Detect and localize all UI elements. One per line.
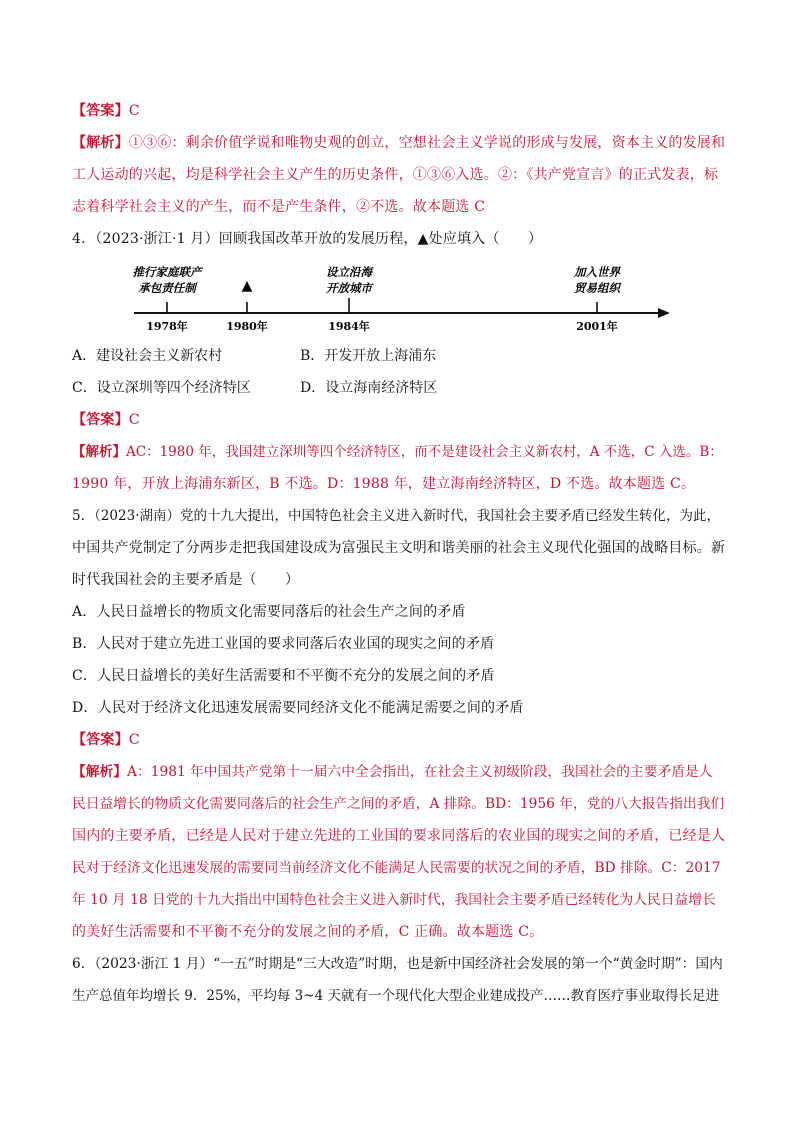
q6-stem-line-2: 生产总值年均增长 9．25%，平均每 3~4 天就有一个现代化大型企业建成投产……教育医疗事业取得长足进 xyxy=(72,988,719,1004)
q5-analysis-line-2: 民日益增长的物质文化需要同落后的社会生产之间的矛盾，A 排除。BD：1956 年，党的八大报告指出我们 xyxy=(72,796,725,812)
q5-stem-line-1: 5．（2023·湖南）党的十九大提出，中国特色社会主义进入新时代，我国社会主要矛盾已经发生转化，为此， xyxy=(72,508,720,524)
year-1978: 1978年 xyxy=(146,320,188,333)
event-1984-top: 设立沿海 xyxy=(326,265,372,279)
q4-analysis-line-1: 【解析】AC：1980 年，我国建立深圳等四个经济特区，而不是建设社会主义新农村，A 不选，C 入选。B： xyxy=(72,444,723,460)
q5-option-d: D．人民对于经济文化迅速发展需要同经济文化不能满足需要之间的矛盾 xyxy=(72,700,524,716)
q4-timeline xyxy=(124,258,684,338)
q4-option-b: B．开发开放上海浦东 xyxy=(300,348,437,364)
q4-option-c: C．设立深圳等四个经济特区 xyxy=(72,380,251,396)
q4-analysis-line-2: 1990 年，开放上海浦东新区，B 不选。D：1988 年，建立海南经济特区，D 不选。故本题选 C。 xyxy=(72,476,696,492)
q5-analysis-line-4: 民对于经济文化迅速发展的需要同当前经济文化不能满足人民需要的状况之间的矛盾，BD 排除。C：2017 xyxy=(72,860,721,876)
q5-stem-line-2: 中国共产党制定了分两步走把我国建设成为富强民主文明和谐美丽的社会主义现代化强国的战略目标。新 xyxy=(72,540,726,556)
event-2001-bottom: 贸易组织 xyxy=(574,281,620,295)
q5-analysis-line-3: 国内的主要矛盾，已经是人民对于建立先进的工业国的要求同落后的农业国的现实之间的矛盾，已经是人 xyxy=(72,828,726,844)
q3-analysis-line-1: 【解析】①③⑥：剩余价值学说和唯物史观的创立，空想社会主义学说的形成与发展，资本主义的发展和 xyxy=(72,135,726,151)
q4-stem: 4．（2023·浙江·1 月）回顾我国改革开放的发展历程，▲处应填入（ ） xyxy=(72,231,543,247)
q5-answer: 【答案】C xyxy=(72,732,140,748)
q3-analysis-line-2: 工人运动的兴起，均是科学社会主义产生的历史条件，①③⑥入选。②：《共产党宣言》的正式发表，标 xyxy=(72,167,719,183)
q4-option-d: D．设立海南经济特区 xyxy=(300,380,438,396)
q5-option-b: B．人民对于建立先进工业国的要求同落后农业国的现实之间的矛盾 xyxy=(72,636,495,652)
q3-answer: 【答案】C xyxy=(72,103,140,119)
year-2001: 2001年 xyxy=(576,320,618,333)
q5-analysis-line-6: 的美好生活需要和不平衡不充分的发展之间的矛盾，C 正确。故本题选 C。 xyxy=(72,924,544,940)
year-1980: 1980年 xyxy=(226,320,268,333)
year-1984: 1984年 xyxy=(328,320,370,333)
event-1980-marker: ▲ xyxy=(241,278,253,294)
event-1978-top: 推行家庭联产 xyxy=(132,265,202,279)
q6-stem-line-1: 6．（2023·浙江 1 月）“一五”时期是“三大改造”时期，也是新中国经济社会发展的第一个“黄金时期”：国内 xyxy=(72,956,723,972)
event-1984-bottom: 开放城市 xyxy=(326,281,372,295)
q5-option-a: A．人民日益增长的物质文化需要同落后的社会生产之间的矛盾 xyxy=(72,604,466,620)
q5-stem-line-3: 时代我国社会的主要矛盾是（ ） xyxy=(72,572,300,588)
q3-analysis-line-3: 志着科学社会主义的产生，而不是产生条件，②不选。故本题选 C xyxy=(72,199,486,215)
q4-option-a: A．建设社会主义新农村 xyxy=(72,348,223,364)
timeline-arrow-icon xyxy=(658,308,670,318)
q5-option-c: C．人民日益增长的美好生活需要和不平衡不充分的发展之间的矛盾 xyxy=(72,668,495,684)
q5-analysis-line-1: 【解析】A：1981 年中国共产党第十一届六中全会指出，在社会主义初级阶段，我国社会的主要矛盾是人 xyxy=(72,764,713,780)
q5-analysis-line-5: 年 10 月 18 日党的十九大指出中国特色社会主义进入新时代，我国社会主要矛盾已经转化为人民日益增长 xyxy=(72,892,716,908)
event-2001-top: 加入世界 xyxy=(574,265,620,279)
event-1978-bottom: 承包责任制 xyxy=(138,281,196,295)
q4-answer: 【答案】C xyxy=(72,412,140,428)
